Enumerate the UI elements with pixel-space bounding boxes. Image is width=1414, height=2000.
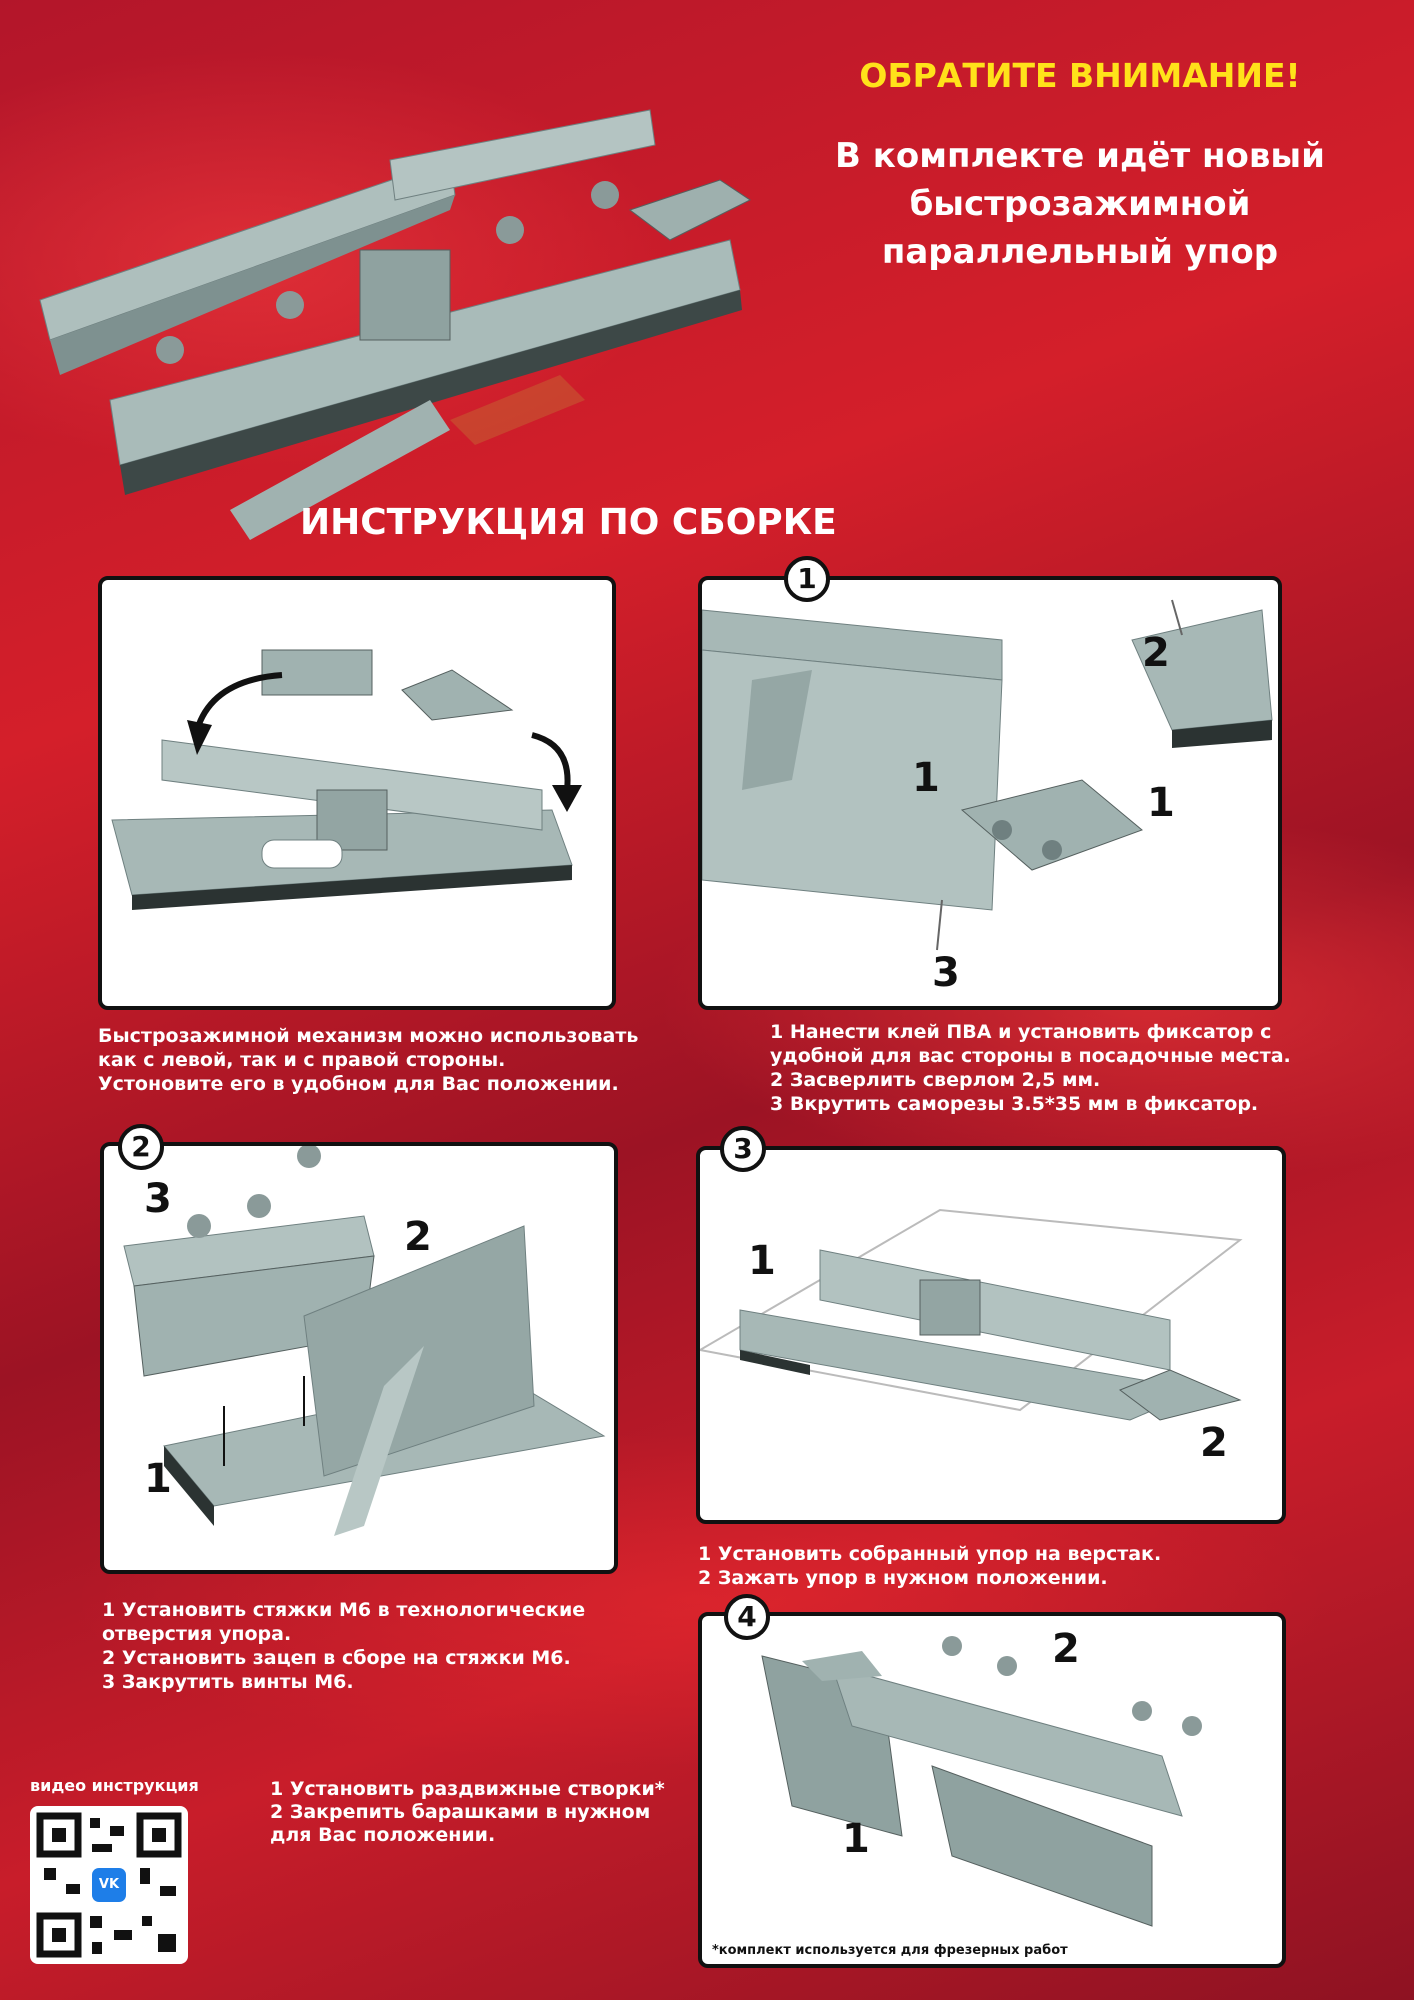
caption-line: 1 Нанести клей ПВА и установить фиксатор с	[770, 1021, 1272, 1043]
caption-line: 1 Установить стяжки М6 в технологические	[102, 1599, 586, 1621]
step-1-label: 3	[932, 950, 960, 996]
caption-line: 3 Закрутить винты М6.	[102, 1671, 354, 1693]
step-2-label: 3	[144, 1176, 172, 1222]
caption-line: удобной для вас стороны в посадочные места.	[770, 1045, 1291, 1067]
step-3-badge: 3	[720, 1126, 766, 1172]
step-1-badge: 1	[784, 556, 830, 602]
kit-announcement	[780, 132, 1380, 276]
caption-line: 2 Закрепить барашками в нужном	[270, 1801, 651, 1823]
milling-footnote: *комплект используется для фрезерных работ	[712, 1943, 1068, 1958]
panel-step-4-caption	[270, 1778, 665, 1847]
announcement-line-1: В комплекте идёт новый	[835, 136, 1325, 176]
attention-heading: ОБРАТИТЕ ВНИМАНИЕ!	[859, 56, 1301, 95]
step-2-label: 2	[404, 1214, 432, 1260]
instructions-title: ИНСТРУКЦИЯ ПО СБОРКЕ	[300, 502, 837, 543]
caption-line: 2 Зажать упор в нужном положении.	[698, 1567, 1108, 1589]
panel-step-1-caption	[770, 1020, 1291, 1116]
step-3-label: 1	[748, 1238, 776, 1284]
panel-orientation	[98, 576, 616, 1010]
step-3-label: 2	[1200, 1420, 1228, 1466]
panel-orientation-caption	[98, 1024, 638, 1096]
caption-line: как с левой, так и с правой стороны.	[98, 1049, 506, 1071]
step-2-illustration	[104, 1146, 614, 1570]
step-4-label: 2	[1052, 1626, 1080, 1672]
announcement-line-2: быстрозажимной	[909, 184, 1251, 224]
qr-code[interactable]	[30, 1806, 188, 1964]
step-1-label: 1	[1147, 780, 1175, 826]
vk-logo: VK	[98, 1877, 120, 1892]
caption-line: для Вас положении.	[270, 1824, 496, 1846]
step-2-badge: 2	[118, 1124, 164, 1170]
caption-line: отверстия упора.	[102, 1623, 292, 1645]
step-1-illustration	[702, 580, 1278, 1006]
panel-step-2	[100, 1142, 618, 1574]
caption-line: Быстрозажимной механизм можно использовать	[98, 1025, 639, 1047]
announcement-line-3: параллельный упор	[881, 232, 1279, 272]
panel-step-2-caption	[102, 1598, 585, 1694]
panel-step-4	[698, 1612, 1286, 1968]
caption-line: 1 Установить раздвижные створки*	[270, 1778, 665, 1800]
panel-step-1	[698, 576, 1282, 1010]
step-1-label: 2	[1142, 630, 1170, 676]
caption-line: 3 Вкрутить саморезы 3.5*35 мм в фиксатор.	[770, 1093, 1259, 1115]
orientation-illustration	[102, 580, 612, 1006]
step-1-label: 1	[912, 755, 940, 801]
step-4-label: 1	[842, 1816, 870, 1862]
hero-fence-illustration	[30, 100, 770, 540]
caption-line: Устоновите его в удобном для Вас положении.	[98, 1073, 619, 1095]
step-4-illustration	[702, 1616, 1282, 1964]
video-instruction-label: видео инструкция	[30, 1776, 199, 1795]
caption-line: 2 Установить зацеп в сборе на стяжки М6.	[102, 1647, 571, 1669]
panel-step-3	[696, 1146, 1286, 1524]
caption-line: 1 Установить собранный упор на верстак.	[698, 1543, 1162, 1565]
caption-line: 2 Засверлить сверлом 2,5 мм.	[770, 1069, 1101, 1091]
step-2-label: 1	[144, 1456, 172, 1502]
step-3-illustration	[700, 1150, 1282, 1520]
panel-step-3-caption	[698, 1542, 1161, 1590]
step-4-badge: 4	[724, 1594, 770, 1640]
